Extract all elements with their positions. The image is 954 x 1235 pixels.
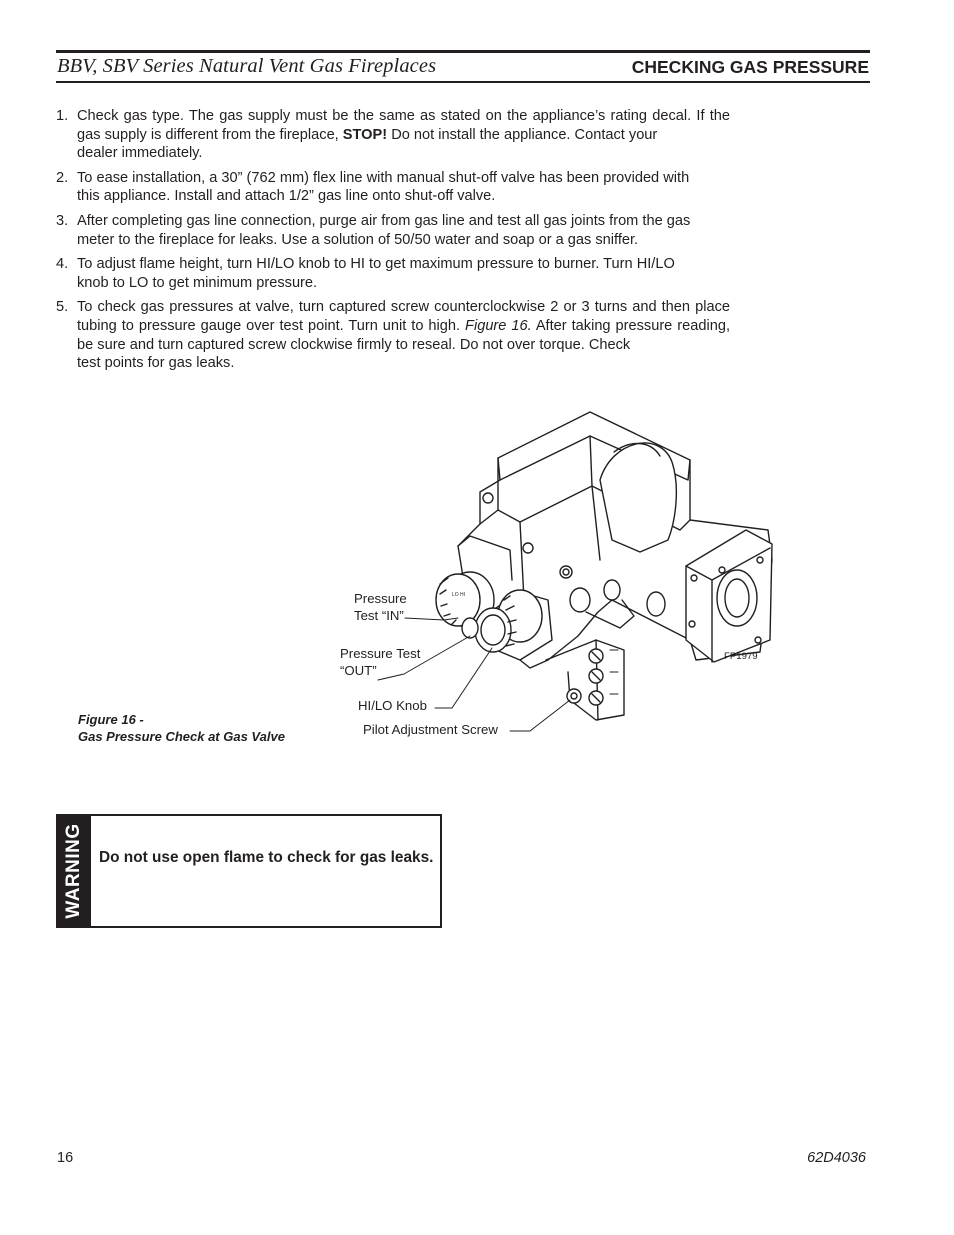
leader-hilo-knob: [435, 648, 492, 708]
page-number: 16: [57, 1150, 74, 1166]
pilot-screws: [567, 649, 618, 705]
callout-pressure-test-in: Pressure Test “IN”: [354, 591, 407, 623]
section-title: CHECKING GAS PRESSURE: [631, 57, 869, 77]
figure-caption: Figure 16 - Gas Pressure Check at Gas Valve: [78, 712, 285, 744]
document-code: 62D4036: [807, 1150, 866, 1166]
list-item: [56, 255, 730, 292]
list-item: [56, 212, 730, 249]
figure-reference: Figure 16.: [465, 317, 532, 334]
stop-emphasis: STOP!: [342, 126, 388, 143]
list-item: [56, 169, 730, 206]
list-item: [56, 107, 730, 163]
step-number: 4.: [56, 256, 69, 273]
header-rule-bottom: [56, 81, 870, 83]
step-text-last: knob to LO to get minimum pressure.: [77, 274, 318, 291]
callout-hilo-knob: HI/LO Knob: [358, 698, 427, 713]
step-text: Check gas type. The gas supply must be the same as stated on the appliance’s rating decal. If the gas supply is different from the fireplace, STOP! Do not install the appliance. Contact your: [77, 108, 730, 143]
callout-pressure-test-out: Pressure Test “OUT”: [340, 646, 421, 678]
step-text-last: this appliance. Install and attach 1/2” gas line onto shut-off valve.: [77, 188, 496, 205]
step-text: After completing gas line connection, purge air from gas line and test all gas joints from the gas: [77, 212, 691, 229]
document-title: BBV, SBV Series Natural Vent Gas Fireplaces: [57, 55, 437, 77]
step-text: To adjust flame height, turn HI/LO knob to HI to get maximum pressure to burner. Turn HI/LO: [77, 256, 675, 273]
warning-band: [58, 816, 91, 926]
warning-label: WARNING: [63, 823, 84, 919]
step-text-last: meter to the fireplace for leaks. Use a solution of 50/50 water and soap or a gas sniffer.: [77, 231, 639, 248]
step-text: To ease installation, a 30” (762 mm) flex line with manual shut-off valve has been provided with: [77, 169, 690, 186]
valve-housing: [600, 443, 676, 552]
warning-text: Do not use open flame to check for gas leaks.: [99, 849, 434, 866]
step-text-last: dealer immediately.: [77, 145, 203, 162]
list-item: [56, 298, 730, 372]
leader-pilot-screw: [510, 700, 570, 731]
instruction-list: [56, 107, 730, 379]
step-text: To check gas pressures at valve, turn captured screw counterclockwise 2 or 3 turns and then place tubing to pressure gauge over test point. Turn unit to high. Figure 16. After taking pressure reading, be sure and turn captured screw clockwise firmly to reseal. Do not over torque. Check: [77, 299, 730, 353]
step-text-last: test points for gas leaks.: [77, 355, 235, 372]
header-rule-top: [56, 50, 870, 53]
step-number: 1.: [56, 108, 69, 124]
gas-valve-illustration: [330, 400, 800, 745]
step-number: 3.: [56, 212, 69, 229]
warning-box: [56, 814, 442, 928]
figure-code: FP1979: [724, 651, 758, 662]
step-number: 2.: [56, 169, 69, 186]
svg-text:LO HI: LO HI: [452, 592, 466, 598]
callout-pilot-adjustment-screw: Pilot Adjustment Screw: [363, 722, 498, 737]
step-number: 5.: [56, 299, 69, 316]
